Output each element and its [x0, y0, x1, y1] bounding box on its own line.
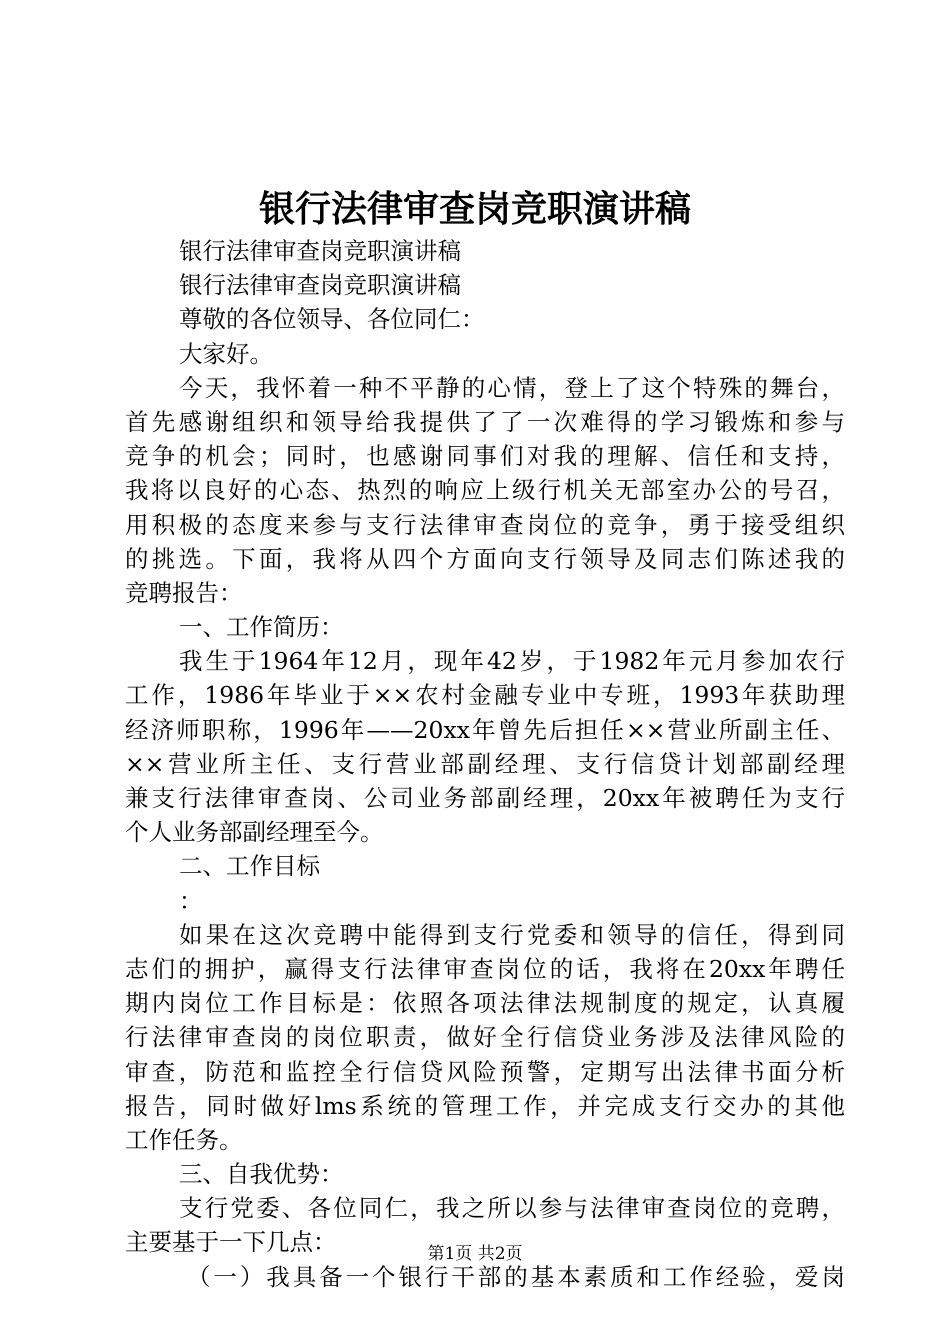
paragraph-line: 主要基于一下几点： [125, 1228, 337, 1257]
paragraph-line: 行法律审查岗的岗位职责，做好全行信贷业务涉及法律风险的 [125, 1023, 845, 1052]
paragraph-line: 尊敬的各位领导、各位同仁： [179, 305, 485, 334]
paragraph-line: 用积极的态度来参与支行法律审查岗位的竞争，勇于接受组织 [125, 510, 845, 539]
paragraph-line: 的挑选。下面，我将从四个方面向支行领导及同志们陈述我的 [125, 544, 845, 573]
paragraph-line: 今天，我怀着一种不平静的心情，登上了这个特殊的舞台， [179, 373, 845, 402]
page-footer: 第1页 共2页 [427, 1244, 523, 1264]
paragraph-line: 竞聘报告： [125, 578, 243, 607]
paragraph-line: 银行法律审查岗竞职演讲稿 [179, 271, 461, 300]
paragraph-line: ： [179, 886, 203, 915]
paragraph-line: ××营业所主任、支行营业部副经理、支行信贷计划部副经理 [125, 749, 845, 778]
paragraph-line: 兼支行法律审查岗、公司业务部副经理，20xx年被聘任为支行 [125, 784, 845, 812]
section-heading: 二、工作目标 [179, 852, 320, 881]
paragraph-line: 首先感谢组织和领导给我提供了了一次难得的学习锻炼和参与 [125, 407, 845, 436]
paragraph-line: 竞争的机会；同时，也感谢同事们对我的理解、信任和支持， [125, 442, 845, 471]
paragraph-line: 报告，同时做好lms系统的管理工作，并完成支行交办的其他 [125, 1091, 845, 1120]
section-heading: 一、工作简历： [179, 613, 344, 642]
paragraph-line: 工作，1986年毕业于××农村金融专业中专班，1993年获助理 [125, 681, 845, 710]
document-title: 银行法律审查岗竞职演讲稿 [258, 188, 691, 230]
paragraph-line: 经济师职称，1996年——20xx年曾先后担任××营业所副主任、 [125, 715, 845, 744]
paragraph-line: 工作任务。 [125, 1125, 243, 1154]
paragraph-line: 审查，防范和监控全行信贷风险预警，定期写出法律书面分析 [125, 1057, 845, 1086]
paragraph-line: 期内岗位工作目标是：依照各项法律法规制度的规定，认真履 [125, 989, 845, 1018]
document-body [125, 234, 845, 1294]
paragraph-line: 如果在这次竞聘中能得到支行党委和领导的信任，得到同 [179, 920, 845, 949]
paragraph-line: 银行法律审查岗竞职演讲稿 [179, 237, 461, 265]
paragraph-line: 大家好。 [179, 339, 273, 368]
paragraph-line: 我生于1964年12月，现年42岁，于1982年元月参加农行 [179, 647, 845, 676]
paragraph-line: 支行党委、各位同仁，我之所以参与法律审查岗位的竞聘， [179, 1194, 845, 1223]
section-heading: 三、自我优势： [179, 1160, 344, 1189]
paragraph-line: 我将以良好的心态、热烈的响应上级行机关无部室办公的号召， [125, 476, 845, 505]
paragraph-line: 志们的拥护，赢得支行法律审查岗位的话，我将在20xx年聘任 [125, 954, 845, 983]
paragraph-line: （一）我具备一个银行干部的基本素质和工作经验，爱岗 [187, 1262, 845, 1291]
paragraph-line: 个人业务部副经理至今。 [125, 818, 384, 847]
